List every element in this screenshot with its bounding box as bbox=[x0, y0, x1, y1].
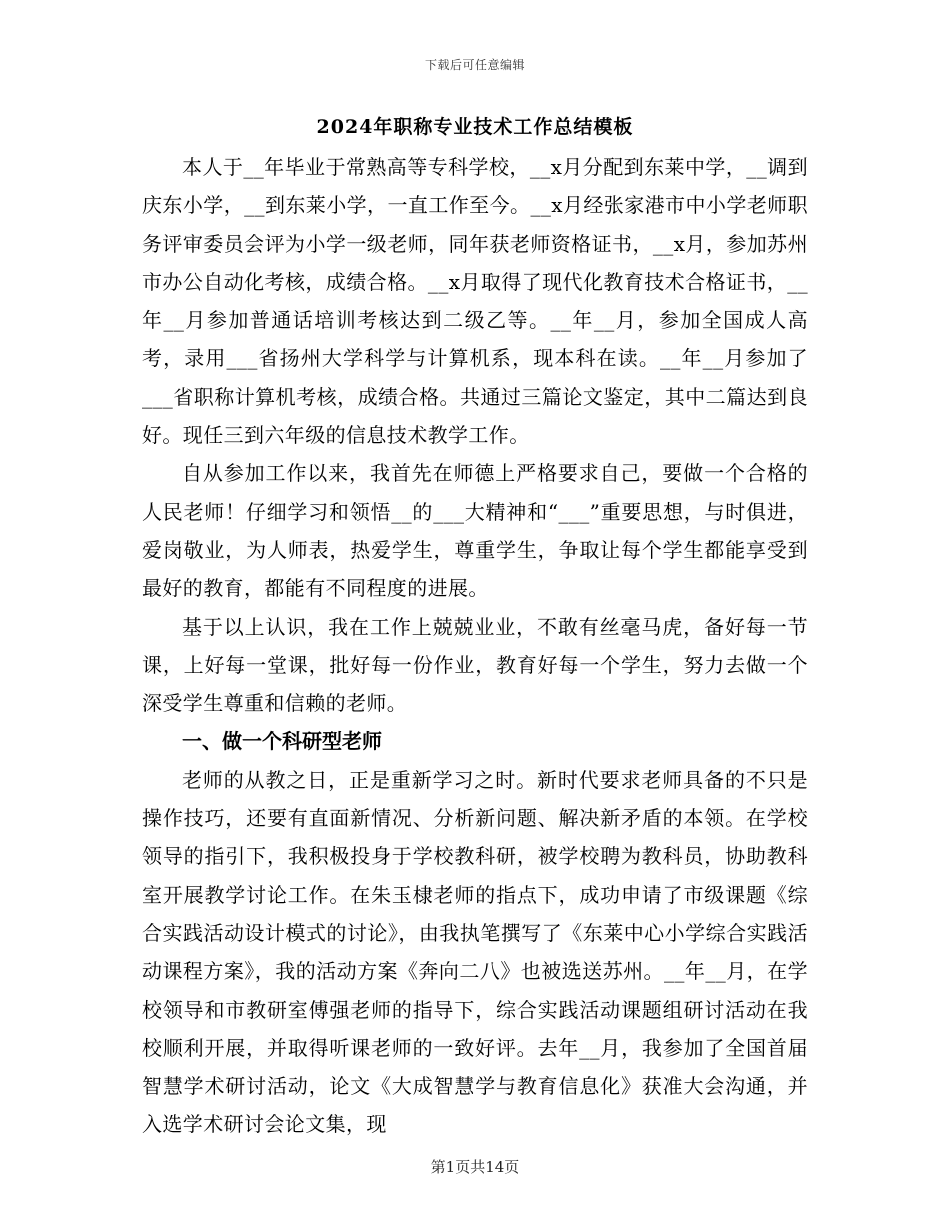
paragraph-1: 本人于__年毕业于常熟高等专科学校，__x月分配到东莱中学，__调到庆东小学，__到东莱小学，一直工作至今。__x月经张家港市中小学老师职务评审委员会评为小学一级老师，同年获老师资格证书，__x月，参加苏州市办公自动化考核，成绩合格。__x月取得了现代化教育技术合格证书，__年__月参加普通话培训考核达到二级乙等。__年__月，参加全国成人高考，录用___省扬州大学科学与计算机系，现本科在读。__年__月参加了___省职称计算机考核，成绩合格。共通过三篇论文鉴定，其中二篇达到良好。现任三到六年级的信息技术教学工作。 bbox=[142, 155, 808, 448]
page-number: 第1页共14页 bbox=[430, 1158, 520, 1176]
paragraph-3: 基于以上认识，我在工作上兢兢业业，不敢有丝毫马虎，备好每一节课，上好每一堂课，批好每一份作业，教育好每一个学生，努力去做一个深受学生尊重和信赖的老师。 bbox=[142, 614, 808, 716]
paragraph-2: 自从参加工作以来，我首先在师德上严格要求自己，要做一个合格的人民老师！仔细学习和领悟__的___大精神和“___”重要思想，与时俱进，爱岗敬业，为人师表，热爱学生，尊重学生，争取让每个学生都能享受到最好的教育，都能有不同程度的进展。 bbox=[142, 461, 808, 601]
section-1-paragraph: 老师的从教之日，正是重新学习之时。新时代要求老师具备的不只是操作技巧，还要有直面新情况、分析新问题、解决新矛盾的本领。在学校领导的指引下，我积极投身于学校教科研，被学校聘为教科员，协助教科室开展教学讨论工作。在朱玉棣老师的指点下，成功申请了市级课题《综合实践活动设计模式的讨论》，由我执笔撰写了《东莱中心小学综合实践活动课程方案》，我的活动方案《奔向二八》也被选送苏州。__年__月，在学校领导和市教研室傅强老师的指导下，综合实践活动课题组研讨活动在我校顺利开展，并取得听课老师的一致好评。去年__月，我参加了全国首届智慧学术研讨活动，论文《大成智慧学与教育信息化》获准大会沟通，并入选学术研讨会论文集，现 bbox=[142, 767, 808, 1137]
document-title: 2024年职称专业技术工作总结模板 bbox=[316, 116, 634, 138]
section-heading-1: 一、做一个科研型老师 bbox=[182, 729, 382, 754]
document-body bbox=[142, 148, 808, 1144]
header-note: 下载后可任意编辑 bbox=[424, 58, 525, 72]
